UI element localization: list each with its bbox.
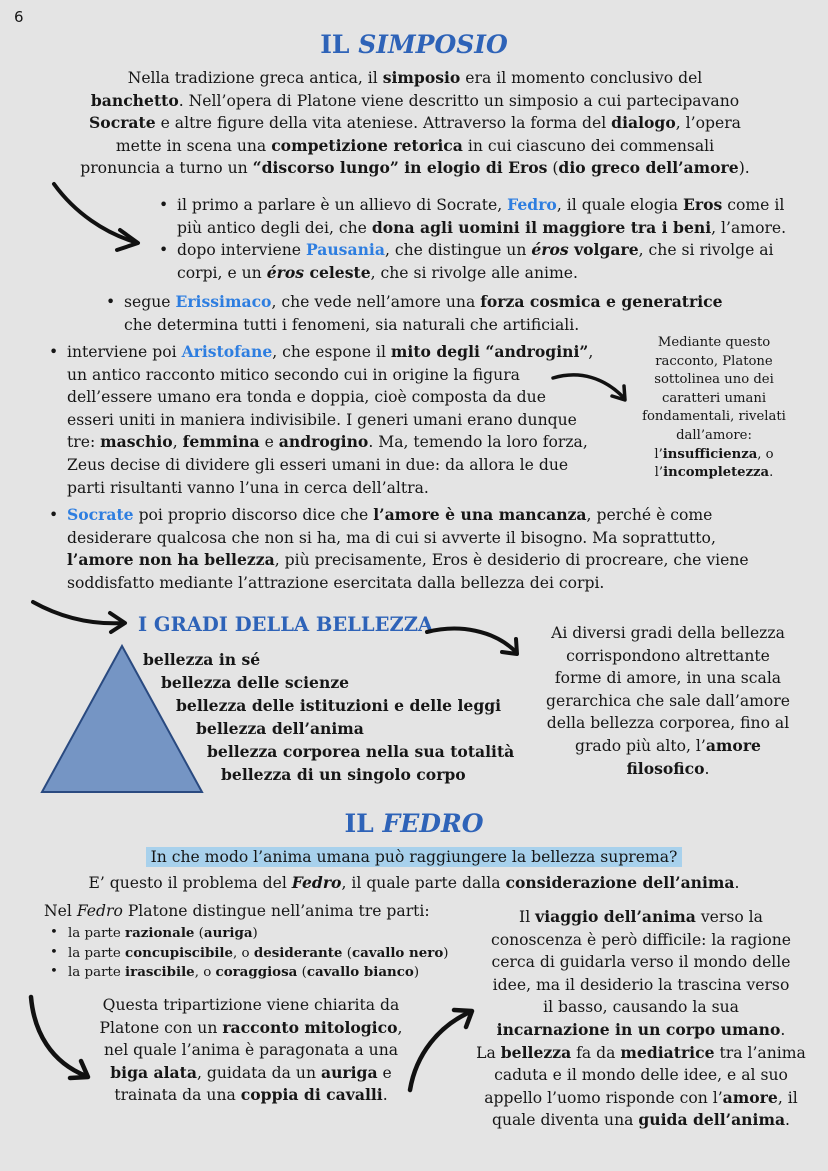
section-title-simposio: IL SIMPOSIO — [320, 30, 508, 59]
level-3: bellezza delle istituzioni e delle leggi — [176, 696, 502, 715]
intro-line: Nella tradizione greca antica, il simposio era il momento conclusivo del — [127, 68, 703, 87]
soul-part-razionale: • la parte razionale (auriga) — [48, 924, 488, 944]
level-6: bellezza di un singolo corpo — [221, 765, 466, 784]
intro-line: pronuncia a turno un “discorso lungo” in elogio di Eros (dio greco dell’amore). — [80, 158, 750, 178]
side-note-androgini: Mediante questo racconto, Platone sottolinea uno dei caratteri umani fondamentali, rivelati dall’amore: l’insufficienza, o l’incompletezza. — [642, 335, 786, 481]
parts-intro: Nel Fedro Platone distingue nell’anima tre parti: — [44, 902, 430, 920]
curved-arrow-icon — [50, 178, 145, 253]
curved-arrow-icon — [30, 597, 130, 637]
speakers-list-3 — [47, 341, 627, 499]
intro-line: banchetto. Nell’opera di Platone viene descritto un simposio a cui partecipavano — [90, 90, 740, 110]
myth-paragraph: Questa tripartizione viene chiarita da Platone con un racconto mitologico, nel quale l’anima è paragonata a una biga alata, guidata da un auriga e trainata da una coppia di cavalli. — [99, 996, 403, 1105]
level-1: bellezza in sé — [143, 650, 261, 669]
soul-parts-list — [48, 924, 488, 983]
speaker-aristofane: • interviene poi Aristofane, che espone il mito degli “androgini”, un antico racconto mitico secondo cui in origine la figura dell’essere umano era tonda e doppia, cioè composta da due esseri uniti in maniera indivisibile. I generi umani erano dunque tre: maschio, femmina e androgino. Ma, temendo la loro forza, Zeus decise di dividere gli esseri umani in due: da allora le due parti risultanti vanno l’una in cerca dell’altra. — [47, 341, 627, 499]
gradi-heading: I GRADI DELLA BELLEZZA — [138, 613, 434, 636]
curved-arrow-icon — [424, 624, 524, 664]
simposio-intro — [60, 67, 770, 180]
speaker-erissimaco: • segue Erissimaco, che vede nell’amore una forza cosmica e generatrice che determina tutti i fenomeni, sia naturali che artificiali. — [104, 291, 784, 336]
gradi-note: Ai diversi gradi della bellezza corrispondono altrettante forme di amore, in una scala gerarchica che sale dall’amore della bellezza corporea, fino al grado più alto, l’amore filosofico. — [546, 624, 790, 778]
fedro-problem: E’ questo il problema del Fedro, il quale parte dalla considerazione dell’anima. — [88, 873, 740, 892]
speakers-list-1 — [157, 194, 807, 284]
speakers-list-4 — [47, 504, 797, 594]
speakers-list-2 — [104, 291, 784, 336]
page-number: 6 — [14, 8, 24, 26]
level-2: bellezza delle scienze — [161, 673, 350, 692]
intro-line: Socrate e altre figure della vita ateniese. Attraverso la forma del dialogo, l’opera — [89, 113, 741, 133]
intro-line: mette in scena una competizione retorica in cui ciascuno dei commensali — [115, 135, 715, 155]
soul-part-concupiscibile: • la parte concupiscibile, o desiderante (cavallo nero) — [48, 944, 488, 964]
speaker-pausania: • dopo interviene Pausania, che distingue un éros volgare, che si rivolge ai corpi, e un éros celeste, che si rivolge alle anime. — [157, 239, 807, 284]
speaker-socrate: • Socrate poi proprio discorso dice che l’amore è una mancanza, perché è come desiderare qualcosa che non si ha, ma di cui si avverte il bisogno. Ma soprattutto, l’amore non ha bellezza, più precisamente, Eros è desiderio di procreare, che viene soddisfatto mediante l’attrazione esercitata dalla bellezza dei corpi. — [47, 504, 797, 594]
curved-arrow-icon — [550, 370, 630, 410]
section-title-fedro: IL FEDRO — [344, 809, 484, 838]
fedro-question: In che modo l’anima umana può raggiungere la bellezza suprema? — [146, 847, 683, 867]
speaker-fedro: • il primo a parlare è un allievo di Socrate, Fedro, il quale elogia Eros come il più antico degli dei, che dona agli uomini il maggiore tra i beni, l’amore. — [157, 194, 807, 239]
level-4: bellezza dell’anima — [196, 719, 364, 738]
soul-part-irascibile: • la parte irascibile, o coraggiosa (cavallo bianco) — [48, 963, 488, 983]
level-5: bellezza corporea nella sua totalità — [207, 742, 515, 761]
journey-paragraph: Il viaggio dell’anima verso la conoscenza è però difficile: la ragione cerca di guidarla verso il mondo delle idee, ma il desiderio la trascina verso il basso, causando la sua incarnazione in un corpo umano. La bellezza fa da mediatrice tra l’anima caduta e il mondo delle idee, e al suo appello l’uomo risponde con l’amore, il quale diventa una guida dell’anima. — [476, 907, 806, 1130]
fedro-question-row — [0, 846, 828, 869]
